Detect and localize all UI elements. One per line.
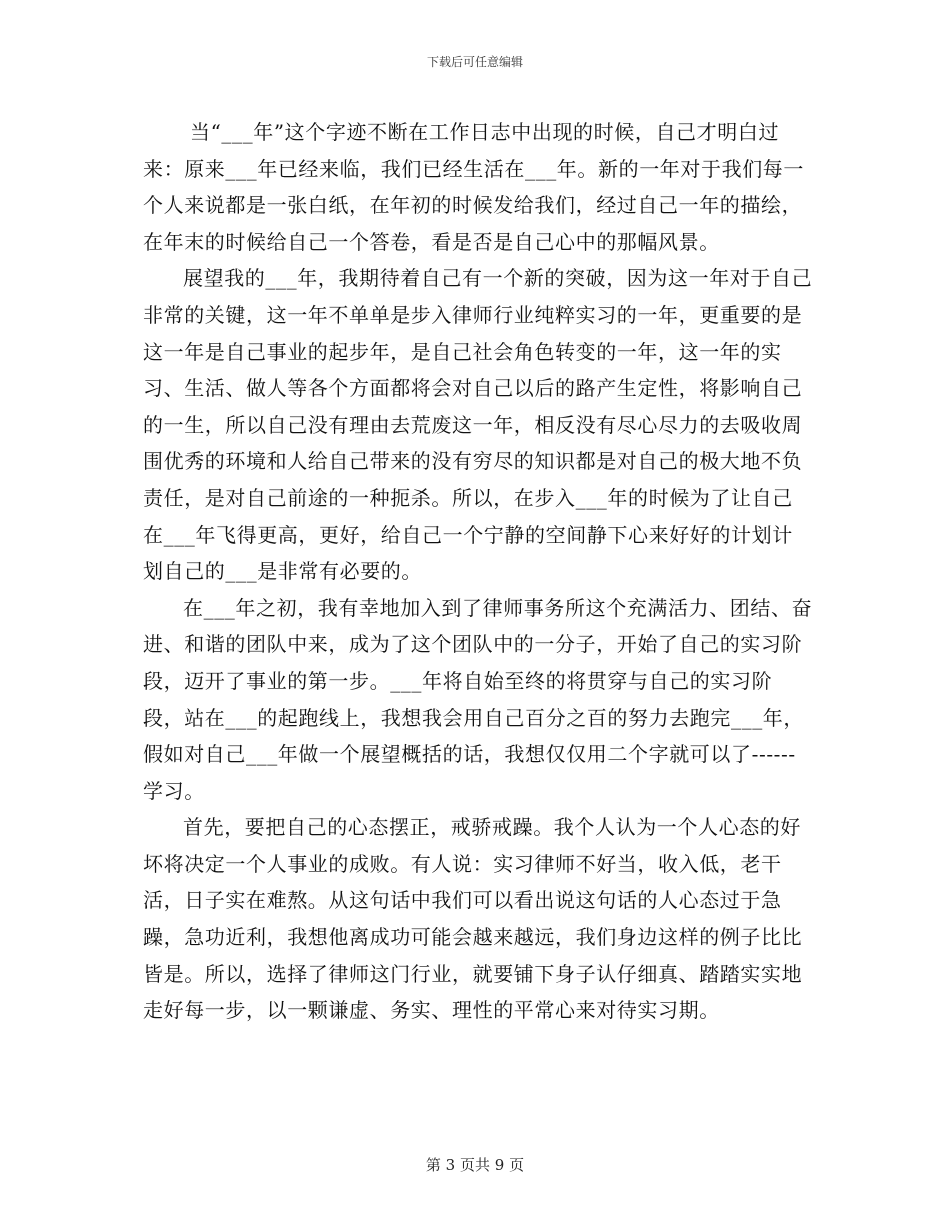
paragraph-new-year: 当“___年”这个字迹不断在工作日志中出现的时候，自己才明白过来：原来___年已经来临，我们已经生活在___年。新的一年对于我们每一个人来说都是一张白纸，在年初的时候发给我们，经过自己一年的描绘，在年末的时候给自己一个答卷，看是否是自己心中的那幅风景。 <box>143 120 804 254</box>
page-number: 第 3 页共 9 页 <box>425 1156 525 1174</box>
document-body <box>143 114 813 1029</box>
page-header: 下载后可任意编辑 <box>426 55 523 69</box>
paragraph-mindset: 首先，要把自己的心态摆正，戒骄戒躁。我个人认为一个人心态的好坏将决定一个人事业的成败。有人说：实习律师不好当，收入低，老干活，日子实在难熬。从这句话中我们可以看出说这句话的人心态过于急躁，急功近利，我想他离成功可能会越来越远，我们身边这样的例子比比皆是。所以，选择了律师这门行业，就要铺下身子认仔细真、踏踏实实地走好每一步，以一颗谦虚、务实、理性的平常心来对待实习期。 <box>143 815 803 1023</box>
paragraph-outlook: 展望我的___年，我期待着自己有一个新的突破，因为这一年对于自己非常的关键，这一年不单单是步入律师行业纯粹实习的一年，更重要的是这一年是自己事业的起步年，是自己社会角色转变的一年，这一年的实习、生活、做人等各个方面都将会对自己以后的路产生定性，将影响自己的一生，所以自己没有理由去荒废这一年，相反没有尽心尽力的去吸收周围优秀的环境和人给自己带来的没有穷尽的知识都是对自己的极大地不负责任，是对自己前途的一种扼杀。所以，在步入___年的时候为了让自己在___年飞得更高，更好，给自己一个宁静的空间静下心来好好的计划计划自己的___是非常有必要的。 <box>143 266 813 584</box>
paragraph-joining-firm: 在___年之初，我有幸地加入到了律师事务所这个充满活力、团结、奋进、和谐的团队中来，成为了这个团队中的一分子，开始了自己的实习阶段，迈开了事业的第一步。___年将自始至终的将贯穿与自己的实习阶段，站在___的起跑线上，我想我会用自己百分之百的努力去跑完___年，假如对自己___年做一个展望概括的话，我想仅仅用二个字就可以了------学习。 <box>143 595 813 803</box>
